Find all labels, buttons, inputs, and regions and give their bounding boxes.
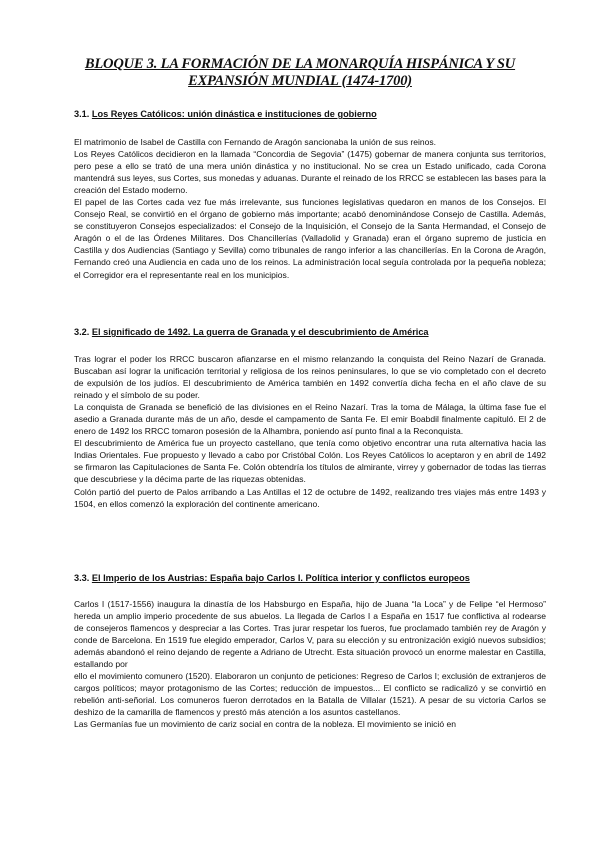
title-line-2: EXPANSIÓN MUNDIAL (1474-1700) <box>188 73 412 89</box>
paragraph: Carlos I (1517-1556) inaugura la dinastía de los Habsburgo en España, hijo de Juana “la Loca” y de Felipe “el Hermoso” hereda un amplio imperio procedente de sus abuelos. La llegada de Carlos I a España en 1517 fue conflictiva al rodearse de consejeros flamencos y despreciar a las Cortes. Tras jurar respetar los fueros, fue proclamado también rey de Aragón y conde de Barcelona. En 1519 fue elegido emperador, Carlos V, para su elección y su entronización exigió nuevos subsidios; además abandonó el reino dejando de regente a Adriano de Utrecht. Esta situación provocó un enorme malestar en Castilla, estallando por <box>74 599 546 670</box>
paragraph: ello el movimiento comunero (1520). Elaboraron un conjunto de peticiones: Regreso de Carlos I; exclusión de extranjeros de cargos políticos; mayor protagonismo de las Cortes; reducción de impuestos... El conflicto se radicalizó y se convirtió en rebelión anti-señorial. Los comuneros fueron derrotados en la Batalla de Villalar (1521). A pesar de su victoria Carlos se deshizo de la camarilla de flamencos y prestó más atención a los asuntos castellanos. <box>74 671 546 718</box>
section-heading-3-2 <box>74 326 544 338</box>
section-body-3-3 <box>74 598 546 731</box>
title-line-1: BLOQUE 3. LA FORMACIÓN DE LA MONARQUÍA HISPÁNICA Y SU <box>84 56 516 72</box>
paragraph: El papel de las Cortes cada vez fue más irrelevante, sus funciones legislativas quedaron en manos de los Consejos. El Consejo Real, se convirtió en el órgano de gobierno más importante; acabó denominándose Consejo de Castilla. Además, se constituyeron Consejos especializados: el Consejo de la Inquisición, el Consejo de la Santa Hermandad, el Consejo de Aragón o el de las Órdenes Militares. Dos Chancillerías (Valladolid y Granada) eran el órgano supremo de justicia en Castilla y dos Audiencias (Santiago y Sevilla) como tribunales de rango inferior a las chancillerías. En la Corona de Aragón, Fernando creó una Audiencia en cada uno de los reinos. La administración local seguía controlada por la pequeña nobleza; el Corregidor era el representante real en los municipios. <box>74 197 546 280</box>
paragraph: El matrimonio de Isabel de Castilla con Fernando de Aragón sancionaba la unión de sus reinos. <box>74 137 437 147</box>
document-title <box>60 56 540 90</box>
paragraph: Los Reyes Católicos decidieron en la llamada “Concordia de Segovia” (1475) gobernar de manera conjunta sus territorios, pero pese a ello se trató de una mera unión dinástica y no institucional. No se crea un Estado unificado, cada Corona mantendrá sus leyes, sus Cortes, sus monedas y aduanas. Durante el reinado de los RRCC se establecen las bases para la creación del Estado moderno. <box>74 149 546 196</box>
section-number: 3.2. <box>74 327 90 337</box>
paragraph: La conquista de Granada se benefició de las divisiones en el Reino Nazarí. Tras la toma de Málaga, la última fase fue el asedio a Granada durante más de un año, desde el campamento de Santa Fe. El emir Boabdil finalmente capituló. El 2 de enero de 1492 los RRCC tomaron posesión de la Alhambra, poniendo así punto final a la Reconquista. <box>74 402 546 437</box>
paragraph: Tras lograr el poder los RRCC buscaron afianzarse en el mismo relanzando la conquista del Reino Nazarí de Granada. Buscaban así lograr la unificación territorial y religiosa de los reinos peninsulares, lo que se vio completado con el decreto de expulsión de los judíos. El descubrimiento de América también en 1492 convertía dicha fecha en el año clave de su reinado y el símbolo de su poder. <box>74 354 546 401</box>
paragraph: Colón partió del puerto de Palos arribando a Las Antillas el 12 de octubre de 1492, realizando tres viajes más entre 1493 y 1504, en ellos comenzó la exploración del continente americano. <box>74 486 546 509</box>
section-heading-3-3 <box>74 572 544 584</box>
paragraph: El descubrimiento de América fue un proyecto castellano, que tenía como objetivo encontrar una ruta alternativa hacia las Indias Orientales. Fue propuesto y llevado a cabo por Cristóbal Colón. Los Reyes Católicos lo aceptaron y en abril de 1492 se firmaron las Capitulaciones de Santa Fe. Colón obtendría los títulos de almirante, virrey y gobernador de todas las tierras que descubriese y la décima parte de las riquezas obtenidas. <box>74 438 546 485</box>
section-number: 3.1. <box>74 109 90 119</box>
section-heading-3-1 <box>74 108 544 120</box>
section-body-3-1 <box>74 136 546 281</box>
section-title: El Imperio de los Austrias: España bajo Carlos I. Política interior y conflictos europeos <box>91 573 470 583</box>
section-title: Los Reyes Católicos: unión dinástica e instituciones de gobierno <box>91 109 377 119</box>
section-number: 3.3. <box>74 573 90 583</box>
paragraph: Las Germanías fue un movimiento de cariz social en contra de la nobleza. El movimiento se inició en <box>74 719 456 730</box>
section-body-3-2 <box>74 353 546 510</box>
section-title: El significado de 1492. La guerra de Granada y el descubrimiento de América <box>91 327 429 337</box>
